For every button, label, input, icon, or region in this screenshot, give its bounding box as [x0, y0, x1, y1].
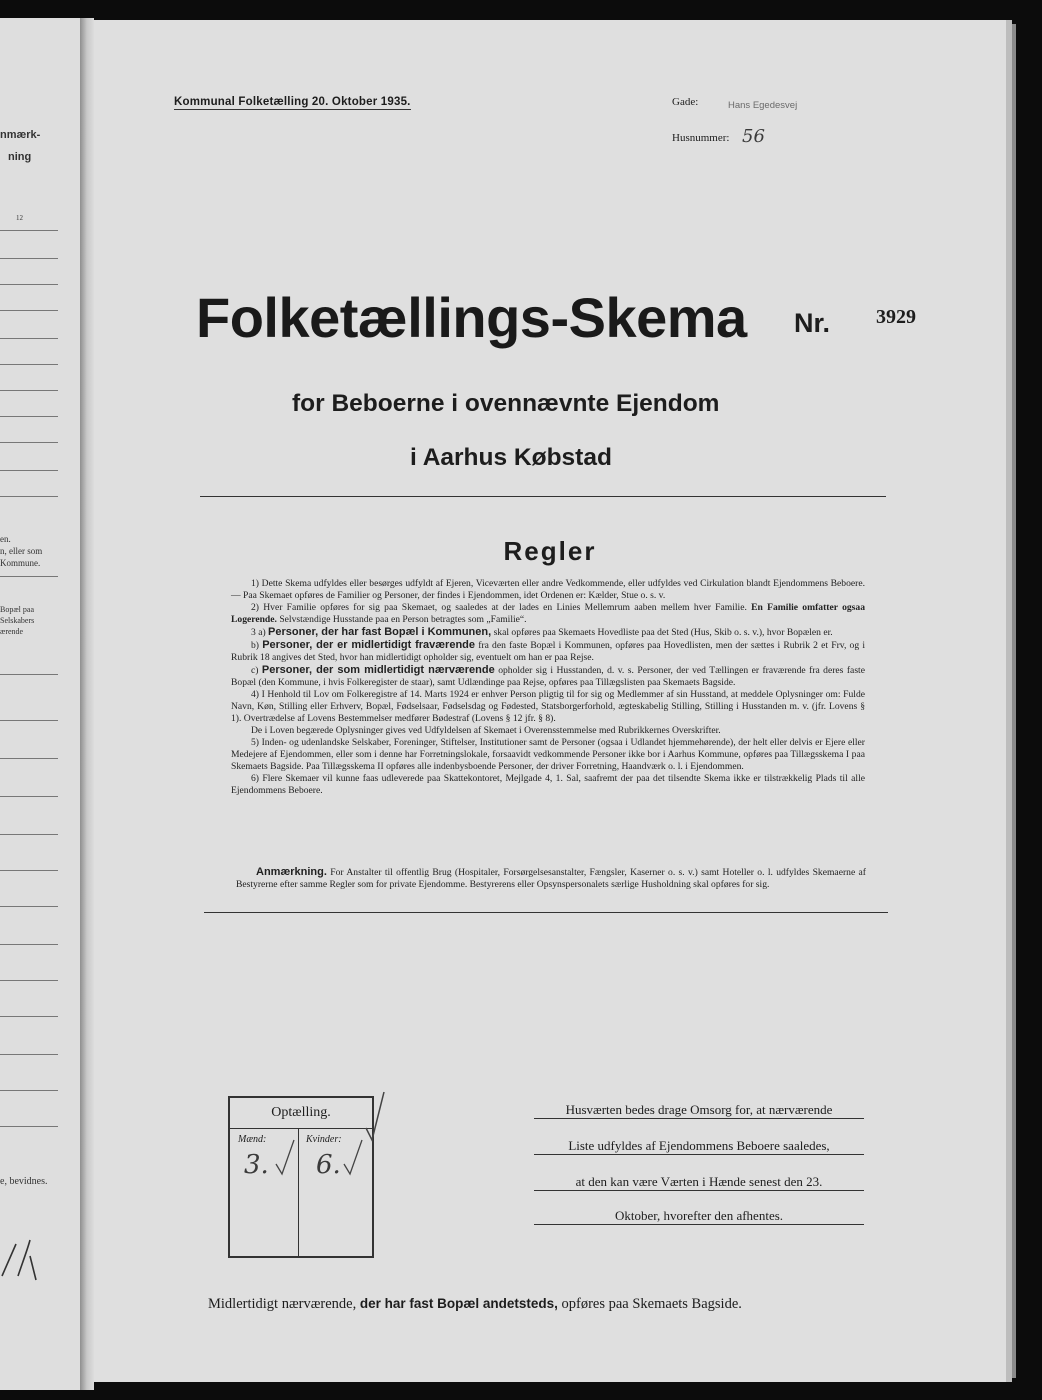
rule-3b-text: fra den faste Bopæl i Kommunen, opføres paa Hovedlisten, men der sættes i Rubrik 2 et Frv, og i Rubrik 18 angives det Sted, hvor han midlertidigt opholder sig, eventuelt om han er paa Rejse.: [231, 640, 866, 663]
left-header-2: ning: [8, 151, 32, 163]
women-label: Kvinder:: [306, 1134, 342, 1145]
rule-2-emphasis: En Familie omfatter ogsaa Logerende.: [231, 602, 865, 625]
left-page-fragment: [0, 18, 81, 1390]
count-box-title: Optælling.: [230, 1098, 372, 1129]
left-note-1: en.: [0, 534, 11, 544]
book-gutter: [80, 18, 94, 1390]
footer-part-1: Midlertidigt nærværende,: [208, 1296, 357, 1312]
rule-3a-heading: Personer, der har fast Bopæl i Kommunen,: [268, 626, 492, 638]
signature-mark: [0, 1236, 40, 1286]
footer-part-2: der har fast Bopæl andetsteds,: [359, 1296, 558, 1311]
street-value: Hans Egedesvej: [728, 100, 798, 111]
notice-line-3: at den kan være Værten i Hænde senest den 23.: [534, 1174, 864, 1191]
rule-3a: 3 a) Personer, der har fast Bopæl i Kommunen, skal opføres paa Skemaets Hovedliste paa det Sted (Hus, Skib o. s. v.), hvor Bopælen er.: [251, 626, 833, 638]
left-rule: [0, 1016, 58, 1017]
left-rule: [0, 674, 58, 675]
rule-2: [231, 602, 865, 626]
left-rule: [0, 980, 58, 981]
left-rule: [0, 284, 58, 285]
left-note-2: n, eller som: [0, 546, 43, 556]
left-col-number: 12: [16, 214, 23, 222]
title-divider: [200, 496, 886, 497]
left-rule: [0, 338, 58, 339]
left-rule: [0, 906, 58, 907]
street-label: Gade:: [672, 96, 699, 108]
form-number-value: 3929: [876, 306, 916, 328]
page-stack-edge: [1012, 24, 1016, 1378]
rule-3c-heading: Personer, der som midlertidigt nærværende: [261, 664, 495, 676]
notice-line-2: Liste udfyldes af Ejendommens Beboere saaledes,: [534, 1138, 864, 1155]
women-count: 6.: [316, 1150, 341, 1180]
men-label: Mænd:: [238, 1134, 267, 1145]
rules-heading: Regler: [503, 536, 597, 566]
rule-4-note: De i Loven begærede Oplysninger gives ved Udfyldelsen af Skemaet i Overensstemmelse med Rubrikkernes Overskrifter.: [251, 725, 721, 736]
left-rule: [0, 576, 58, 577]
rule-5: 5) Inden- og udenlandske Selskaber, Foreninger, Stiftelser, Institutioner samt de Personer (ogsaa i Udlandet hjemmehørende), der helt eller delvis er Ejere eller Medejere af Ejendommen, eller som i denne har Forretningslokale, forsaavidt vedkommende Personer ikke bor i Aarhus Kommune, opføres paa Tillægsskema I paa Skemaets Bagside. Paa Tillægsskema II opføres alle indenbysboende Personer, der driver Forretning, Haandværk o. l. i Ejendommen.: [231, 737, 865, 772]
rule-6: 6) Flere Skemaer vil kunne faas udleverede paa Skattekontoret, Mejlgade 4, 1. Sal, saafremt der paa det tilsendte Skema ikke er tilstrækkelig Plads til alle Ejendommens Beboere.: [231, 773, 865, 796]
left-rule: [0, 364, 58, 365]
left-rule: [0, 870, 58, 871]
note-divider: [204, 912, 888, 913]
left-rule: [0, 310, 58, 311]
left-rule: [0, 416, 58, 417]
left-header-1: nmærk-: [0, 129, 41, 141]
left-rule: [0, 944, 58, 945]
left-rule: [0, 230, 58, 231]
left-note-5: Selskabers: [0, 616, 35, 625]
tally-check-icon: [362, 1088, 388, 1144]
left-rule: [0, 496, 58, 497]
rule-1: 1) Dette Skema udfyldes eller besørges udfyldt af Ejeren, Viceværten eller andre Vedkommende, eller udfyldes ved Cirkulation blandt Ejendommens Beboere. — Paa Skemaet opføres de Familier og Personer, der findes i Ejendommen, idet Ordenen er: Kælder, Stue o. s. v.: [231, 578, 865, 601]
left-rule: [0, 720, 58, 721]
footer-part-3: opføres paa Skemaets Bagside.: [561, 1296, 742, 1312]
left-rule: [0, 796, 58, 797]
rules-list: [231, 578, 865, 797]
annotation-text: For Anstalter til offentlig Brug (Hospitaler, Forsørgelsesanstalter, Fængsler, Kaserner o. s. v.) samt Hoteller o. l. udfyldes Skemaerne af Bestyrerne efter samme Regler som for private Ejendomme. Bestyrerens eller Opsynspersonalets særlige Husholdning skal opføres for sig.: [236, 867, 866, 890]
left-note-4: Bopæl paa: [0, 605, 34, 614]
count-box: [228, 1096, 374, 1258]
left-rule: [0, 834, 58, 835]
rule-2-note: Selvstændige Husstande paa en Person betragtes som „Familie“.: [279, 614, 527, 625]
house-number-value: 56: [742, 126, 765, 147]
left-rule: [0, 1090, 58, 1091]
rule-2-text: 2) Hver Familie opføres for sig paa Skemaet, og saaledes at der lades en Linies Mellemrum aaben mellem hver Familie.: [251, 602, 747, 613]
left-note-7: e, bevidnes.: [0, 1176, 48, 1187]
left-rule: [0, 442, 58, 443]
form-subtitle-2: i Aarhus Købstad: [410, 444, 612, 471]
rule-3c-text: opholder sig i Husstanden, d. v. s. Personer, der ved Tællingen er fraværende fra deres faste Bopæl (den Kommune, i hvis Folkeregister de staar), samt Udlændinge paa Rejse, opføres paa Tillægslisten paa Skemaets Bagside.: [231, 665, 865, 688]
census-title: Kommunal Folketælling 20. Oktober 1935.: [174, 96, 411, 108]
left-rule: [0, 470, 58, 471]
left-rule: [0, 390, 58, 391]
left-rule: [0, 1054, 58, 1055]
women-check-icon: [342, 1138, 364, 1178]
census-form-page: [94, 20, 1006, 1382]
rule-4: 4) I Henhold til Lov om Folkeregistre af 14. Marts 1924 er enhver Person pligtig til for sig og Medlemmer af sin Husstand, at meddele Oplysninger om: Fulde Navn, Køn, Stilling eller Erhverv, Bopæl, Fødselsaar, Fødselsdag og Fødested, Statsborgerforhold, ægteskabelig Stilling, Stilling i Husstanden m. v. (jfr. Lovens § 1). Overtrædelse af Lovens Bestemmelser medfører Bødestraf (Lovens § 12 jfr. § 8).: [231, 689, 865, 724]
men-check-icon: [274, 1138, 296, 1178]
form-number-label: Nr.: [794, 308, 831, 338]
house-number-label: Husnummer:: [672, 132, 730, 144]
footer-note: [208, 1296, 742, 1313]
rule-3b: b) Personer, der er midlertidigt fraværende fra den faste Bopæl i Kommunen, opføres paa Hovedlisten, men der sættes i Rubrik 2 et Frv, og i Rubrik 18 angives det Sted, hvor han midlertidigt opholder sig, eventuelt om han er paa Rejse.: [231, 639, 866, 663]
left-rule: [0, 258, 58, 259]
count-box-divider: [298, 1129, 299, 1256]
rule-3a-text: skal opføres paa Skemaets Hovedliste paa det Sted (Hus, Skib o. s. v.), hvor Bopælen er.: [493, 627, 833, 638]
annotation-note: [236, 866, 866, 891]
form-title: Folketællings-Skema: [196, 286, 747, 349]
annotation-label: Anmærkning.: [256, 866, 327, 878]
notice-line-1: Husværten bedes drage Omsorg for, at nærværende: [534, 1102, 864, 1119]
rule-3b-heading: Personer, der er midlertidigt fraværende: [262, 639, 476, 651]
left-note-6: ærende: [0, 627, 24, 636]
men-count: 3.: [244, 1150, 269, 1180]
left-rule: [0, 1126, 58, 1127]
notice-line-4: Oktober, hvorefter den afhentes.: [534, 1208, 864, 1225]
left-rule: [0, 758, 58, 759]
left-note-3: Kommune.: [0, 558, 41, 568]
form-subtitle-1: for Beboerne i ovennævnte Ejendom: [292, 390, 720, 417]
rule-3c: c) Personer, der som midlertidigt nærværende opholder sig i Husstanden, d. v. s. Personer, der ved Tællingen er fraværende fra deres faste Bopæl (den Kommune, i hvis Folkeregister de staar), samt Udlændinge paa Rejse, opføres paa Tillægslisten paa Skemaets Bagside.: [231, 664, 865, 688]
